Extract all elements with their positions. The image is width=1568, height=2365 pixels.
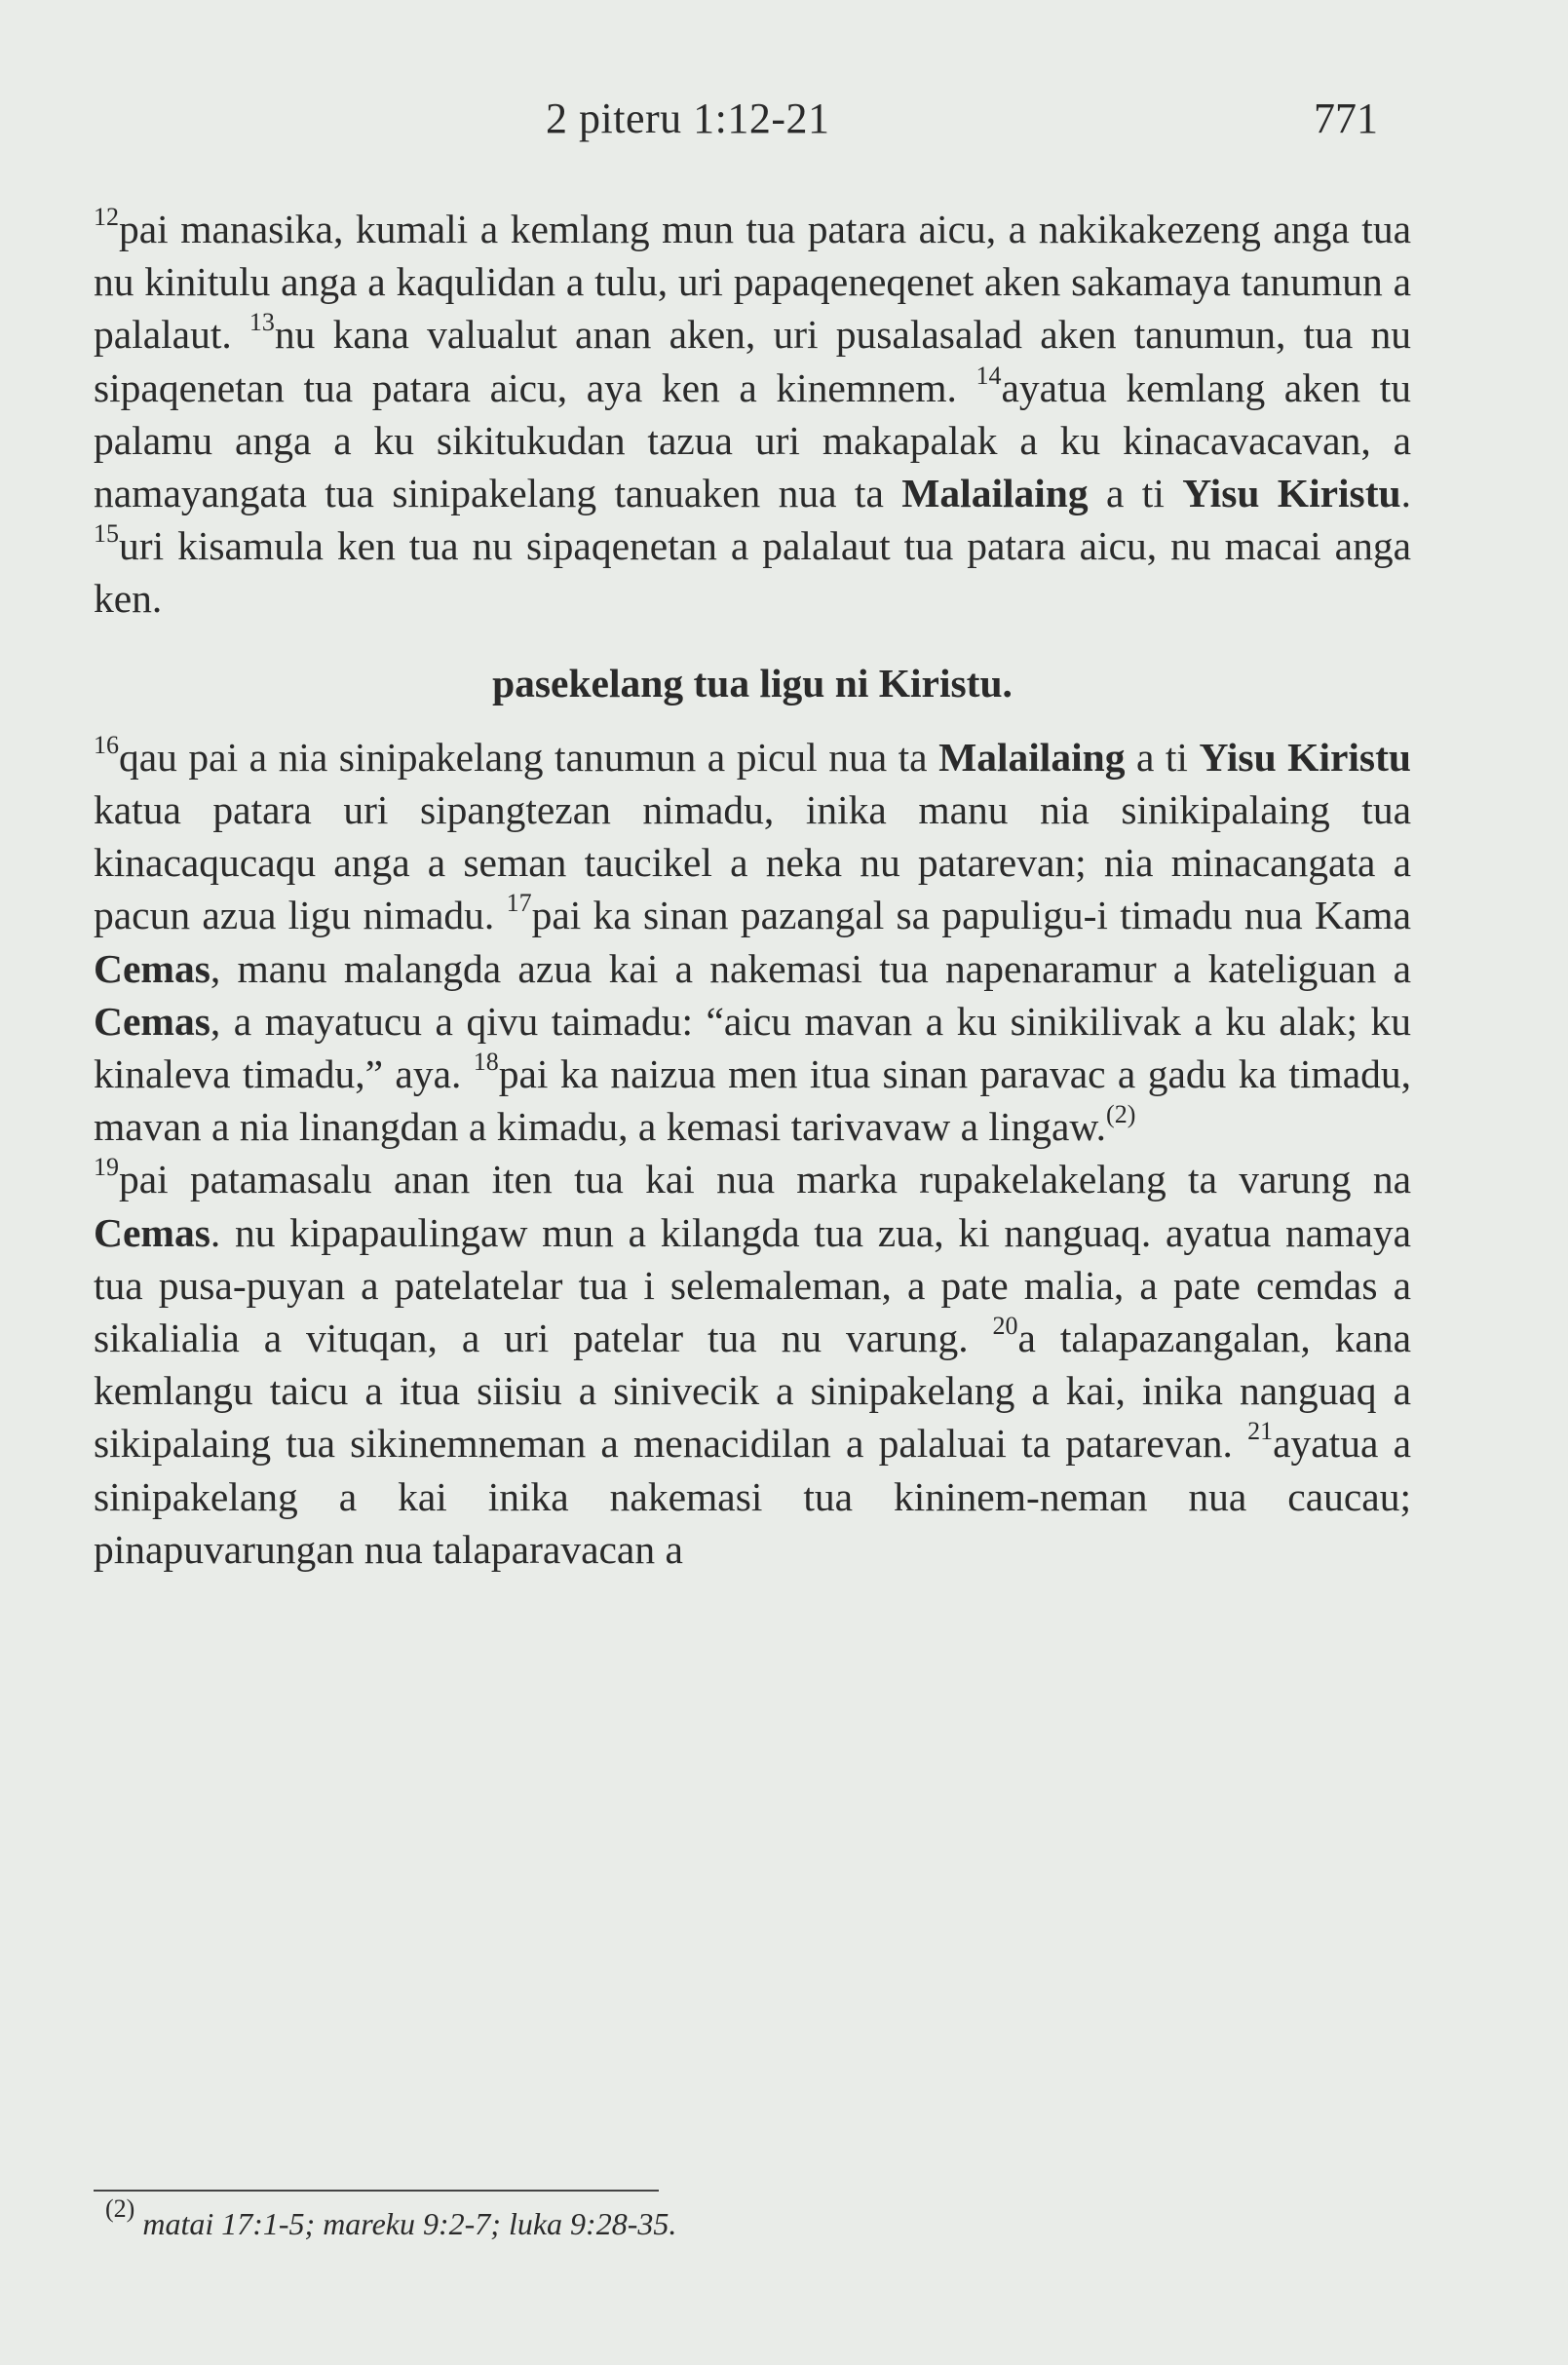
verse-text: a ti: [1125, 734, 1200, 780]
footnote-reference: (2): [1106, 1100, 1136, 1129]
verse-number: 18: [473, 1047, 499, 1076]
verse-text: qau pai a nia sinipakelang tanumun a picul nua ta: [119, 734, 939, 780]
verse-text: .: [1400, 471, 1411, 516]
bold-name: Cemas: [94, 1209, 210, 1255]
verse-text: pai ka naizua men itua sinan paravac a gadu ka timadu, mavan a nia linangdan a kimadu, a kemasi tarivavaw a lingaw.: [94, 1051, 1411, 1150]
body-text: [94, 203, 1411, 1576]
footnote: [105, 2193, 677, 2243]
bold-name: Malailaing: [901, 471, 1089, 516]
page-header: [0, 94, 1568, 152]
footnote-divider: [94, 2190, 659, 2192]
verse-text: katua patara uri sipangtezan nimadu, inika manu nia sinikipalaing tua kinacaqucaqu anga a seman taucikel a neka nu patarevan; nia minacangata a pacun azua ligu nimadu.: [94, 787, 1411, 938]
verse-text: , manu malangda azua kai a nakemasi tua napenaramur a kateliguan a: [210, 945, 1411, 991]
verse-number: 21: [1247, 1417, 1274, 1446]
verse-text: pai manasika, kumali a kemlang mun tua patara aicu, a nakikakezeng anga tua nu kinitulu anga a kaqulidan a tulu, uri papaqeneqenet aken sakamaya tanumun a palalaut.: [94, 207, 1411, 358]
verse-text: ayatua kemlang aken tu palamu anga a ku sikitukudan tazua uri makapalak a ku kinacavacavan, a namayangata tua sinipakelang tanuaken nua ta: [94, 364, 1411, 516]
page-number: 771: [1314, 95, 1378, 142]
verse-text: a talapazangalan, kana kemlangu taicu a itua siisiu a sinivecik a sinipakelang a kai, inika nanguaq a sikipalaing tua sikinemneman a menacidilan a palaluai ta patarevan.: [94, 1316, 1411, 1467]
paragraph: [94, 203, 1411, 626]
verse-text: nu kana valualut anan aken, uri pusalasalad aken tanumun, tua nu sipaqenetan tua patara aicu, aya ken a kinemnem.: [94, 312, 1411, 410]
bold-name: Yisu Kiristu: [1182, 471, 1401, 516]
verse-text: , a mayatucu a qivu taimadu: “aicu mavan a ku sinikilivak a ku alak; ku kinaleva timadu,” aya.: [94, 998, 1411, 1097]
paragraph: [94, 1153, 1411, 1576]
verse-number: 12: [94, 202, 119, 231]
verse-number: 20: [992, 1311, 1018, 1340]
verse-number: 17: [506, 889, 532, 918]
verse-text: pai ka sinan pazangal sa papuligu-i timadu nua Kama: [531, 893, 1411, 938]
bold-name: Malailaing: [938, 734, 1126, 780]
running-head: 2 piteru 1:12-21: [546, 95, 830, 142]
verse-number: 15: [94, 519, 119, 549]
verse-number: 19: [94, 1153, 119, 1182]
verse-number: 16: [94, 730, 119, 759]
paragraph: [94, 731, 1411, 1154]
verse-text: a ti: [1088, 471, 1183, 516]
verse-number: 13: [249, 308, 275, 337]
verse-number: 14: [975, 361, 1002, 390]
bold-name: Cemas: [94, 998, 210, 1044]
bold-name: Yisu Kiristu: [1199, 734, 1411, 780]
verse-text: . nu kipapaulingaw mun a kilangda tua zua, ki nanguaq. ayatua namaya tua pusa-puyan a patelatelar tua i selemaleman, a pate malia, a pate cemdas a sikalialia a vituqan, a uri patelar tua nu varung.: [94, 1209, 1411, 1361]
verse-text: ayatua a sinipakelang a kai inika nakemasi tua kininem-neman nua caucau; pinapuvarungan nua talaparavacan a: [94, 1421, 1411, 1572]
section-heading: pasekelang tua ligu ni Kiristu.: [492, 660, 1013, 706]
verse-text: uri kisamula ken tua nu sipaqenetan a palalaut tua patara aicu, nu macai anga ken.: [94, 523, 1411, 622]
bold-name: Cemas: [94, 945, 210, 991]
footnote-text: matai 17:1-5; mareku 9:2-7; luka 9:28-35.: [142, 2206, 677, 2241]
verse-text: pai patamasalu anan iten tua kai nua marka rupakelakelang ta varung na: [119, 1157, 1411, 1202]
footnote-marker: (2): [105, 2193, 135, 2223]
